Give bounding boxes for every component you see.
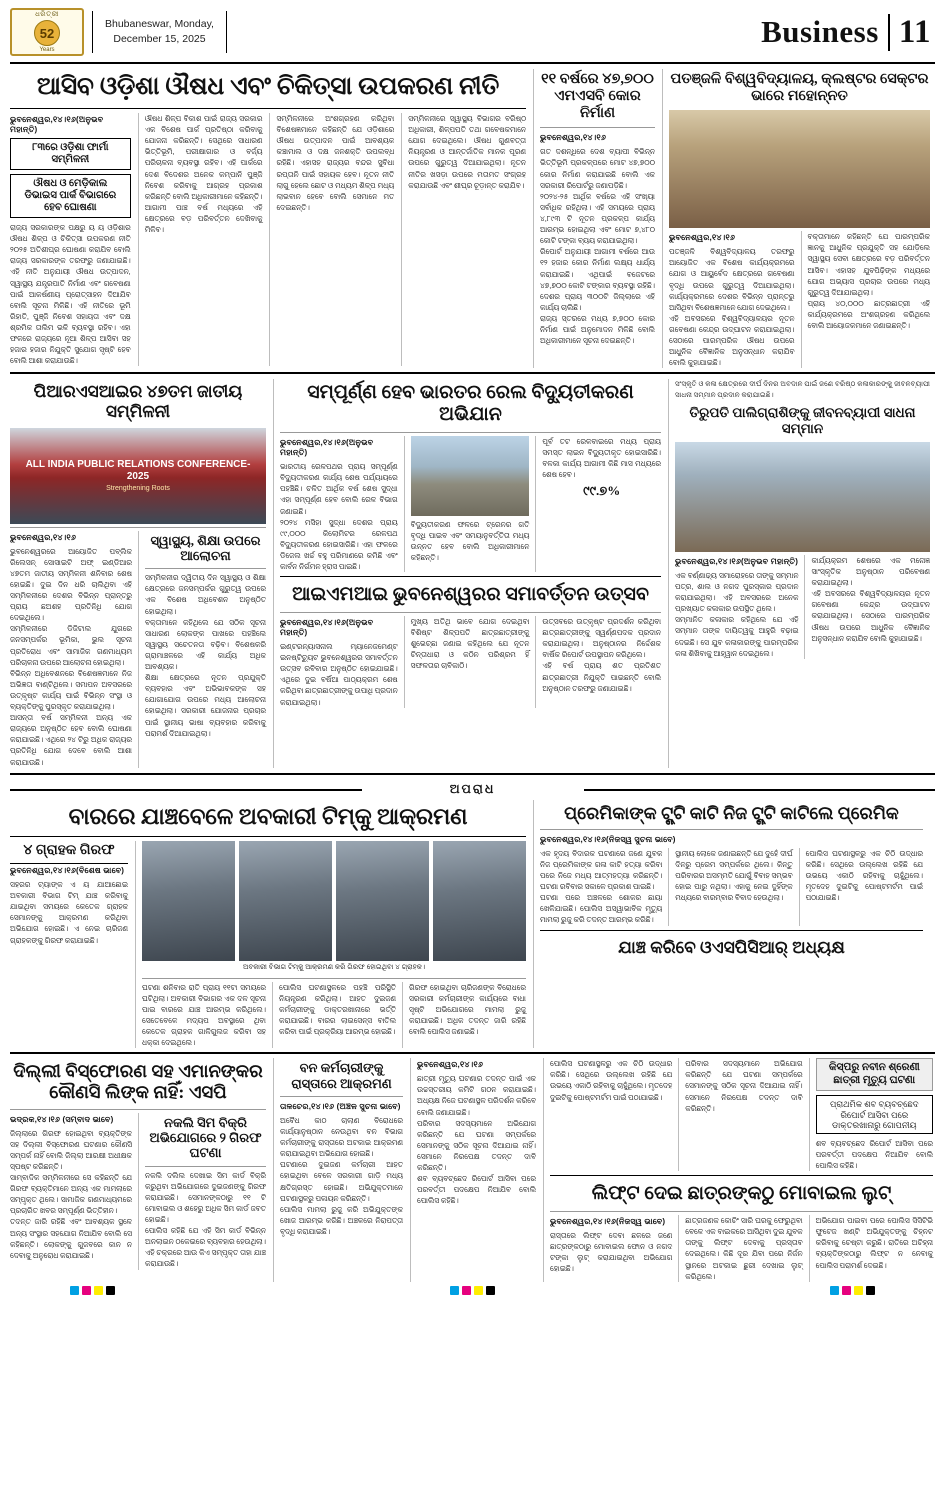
lover-c1: ଏକ ହୃଦୟ ବିଦାରକ ଘଟଣାରେ ଜଣେ ଯୁବକ ନିଜ ପ୍ରେମିକାଙ୍କ ଗଳା କାଟି ହତ୍ୟା କରିବା ପରେ ନିଜେ ମଧ୍ୟ ଆତ୍ମହତ୍ୟା କରିଛନ୍ତି। ଘଟଣା ରବିବାର ସକାଳେ ପ୍ରକାଶ ପାଇଛି। [540,848,663,892]
accused-photo-4 [433,841,526,961]
tirupati-byline: ଭୁବନେଶ୍ୱର,୧୪।୧୬(ଅନୁଭବ ମହାନ୍ତି) [675,556,799,566]
registration-marks [10,1286,935,1295]
msb-p1: ଗତ ଦଶନ୍ଧିରେ ଦେଶ ବ୍ୟାପୀ ବିଭିନ୍ନ ଭିତ୍ତିଭୂମି ପ୍ରକଳ୍ପରେ ମୋଟ ୪୭,୭୦୦ କୋର ନିର୍ମାଣ କରାଯାଇଛି ବୋଲି ଏକ ସରକାରୀ ରିପୋର୍ଟରୁ ଜଣାପଡ଼ିଛି। [540,147,655,190]
lift-p2: ଛାତ୍ରଜଣକ କୋଚିଂ ସାରି ଘରକୁ ଫେରୁଥିବା ବେଳେ ଏକ ବାଇକରେ ଆସିଥିବା ଦୁଇ ଯୁବକ ତାଙ୍କୁ ଲିଫ୍ଟ ଦେବାକୁ ପ୍ରସ୍ତାବ ଦେଇଥିଲେ। କିଛି ଦୂର ଯିବା ପରେ ନିର୍ଜନ ସ୍ଥାନରେ ଅଟକାଇ ଛୁରୀ ଦେଖାଇ ଲୁଟ୍ କରିଥିଲେ। [685,1216,803,1281]
pr-headline: ପିଆରଏସଆଇର ୪୭ତମ ଜାତୀୟ ସମ୍ମିଳନୀ [33,382,243,421]
delhi-p3: ତଦନ୍ତ ଜାରି ରହିଛି ଏବଂ ଆବଶ୍ୟକ ସ୍ଥଳେ ଅନ୍ୟ ସଂସ୍ଥାର ସହଯୋଗ ନିଆଯିବ ବୋଲି ସେ କହିଛନ୍ତି। ଲୋକଙ୍କୁ ଗୁଜବରେ କାନ ନ ଦେବାକୁ ଅନୁରୋଧ କରାଯାଇଛି। [10,1217,132,1260]
accused-photo-2 [239,841,332,961]
reg-mark-left [70,1286,115,1295]
logo-name: ଧରିତ୍ରୀ [35,11,59,18]
lift-p1: ରାସ୍ତାରେ ଲିଫ୍ଟ ଦେବା ଛଳରେ ଜଣେ ଛାତ୍ରଙ୍କଠାରୁ ମୋବାଇଲ ଫୋନ ଓ ନଗଦ ଟଙ୍କା ଲୁଟ୍ କରାଯାଇଥିବା ଅଭିଯୋଗ ହୋଇଛି। [550,1231,673,1274]
lover-byline: ଭୁବନେଶ୍ୱର,୧୪।୧୬(ନିଜସ୍ୱ ସୁଚନା ଭାବେ) [540,834,676,844]
tirupati-p3: ସମ୍ମାନିତ କଳାକାର କହିଥିଲେ ଯେ ଏହି ସମ୍ମାନ ତାଙ୍କ ଦାୟିତ୍ୱକୁ ଆହୁରି ବଢ଼ାଇ ଦେଇଛି। ସେ ଯୁବ କଳାକାରଙ୍କୁ ପାରମ୍ପରିକ କଳା ଶିଖିବାକୁ ଆହ୍ୱାନ ଦେଇଥିଲେ। [675,615,799,658]
masthead [10,6,935,64]
dateline [92,11,227,53]
forest-byline: ତାଳଚେର,୧୪।୧୬ (ଅଞ୍ଚଳ ସୁଚନା ଭାବେ) [280,1101,401,1111]
logo-years-label: Years [39,47,55,53]
msb-p3: ରିପୋର୍ଟ ଅନୁଯାୟୀ ଆଗାମୀ ବର୍ଷରେ ଆଉ ୧୨ ହଜାର କୋର ନିର୍ମାଣ ଲକ୍ଷ୍ୟ ଧାର୍ଯ୍ୟ କରାଯାଇଛି। ଏଥିପାଇଁ ବଜେଟରେ ୪୭,୭୦୦ କୋଟି ଟଙ୍କାର ବ୍ୟବସ୍ଥା ରହିଛି। ଦେଶର ପ୍ରାୟ ୩୦୦ଟି ଜିଲ୍ଲାରେ ଏହି କାର୍ଯ୍ୟ ଚାଲିଛି। [540,247,655,312]
tirupati-p4: କାର୍ଯ୍ୟକ୍ରମ ଶେଷରେ ଏକ ମନୋଜ୍ଞ ସାଂସ୍କୃତିକ ଅନୁଷ୍ଠାନ ପରିବେଷଣ କରାଯାଇଥିଲା। [811,555,930,588]
health-edu-p3: ଶିକ୍ଷା କ୍ଷେତ୍ରରେ ନୂତନ ପ୍ରଯୁକ୍ତି ବ୍ୟବହାର ଏବଂ ଅଭିଭାବକଙ୍କ ସହ ଯୋଗାଯୋଗ ଉପରେ ମଧ୍ୟ ଆଲୋଚନା ହୋଇଥିଲା। ସରକାରୀ ଯୋଜନାର ପ୍ରଚାର ପାଇଁ ସ୍ଥାନୀୟ ଭାଷା ବ୍ୟବହାର କରିବାକୁ ପରାମର୍ଶ ଦିଆଯାଇଥିଲା। [145,673,266,738]
pr-p2: ସମ୍ମିଳନୀରେ ଡିଜିଟାଲ ଯୁଗରେ ଜନସମ୍ପର୍କର ଭୂମିକା, ଭୁଲ ସୂଚନା ପ୍ରତିରୋଧ ଏବଂ ସାମାଜିକ ଗଣମାଧ୍ୟମ ପରିଚାଳନା ଉପରେ ଆଲୋଚନା ହୋଇଥିଲା। [10,624,132,667]
lover-headline: ପ୍ରେମିକାଙ୍କ ଟ୍ଣ୍ଟି କାଟି ନିଜ ଟ୍ଣ୍ଟି କାଟିଲେ ପ୍ରେମିକ [564,802,899,823]
pr-p4: ଆସନ୍ତା ବର୍ଷ ସମ୍ମିଳନୀ ଅନ୍ୟ ଏକ ରାଜ୍ୟରେ ଅନୁଷ୍ଠିତ ହେବ ବୋଲି ଘୋଷଣା କରାଯାଇଛି। ଏଥିରେ ୨୪ ଟିରୁ ଅଧିକ ରାଜ୍ୟର ପ୍ରତିନିଧି ଯୋଗ ଦେବେ ବୋଲି ଆଶା କରାଯାଉଛି। [10,713,132,767]
osspca-headline: ଯାଞ୍ଚ କରିବେ ଓଏସପିସିଆର୍ ଅଧ୍ୟକ୍ଷ [618,937,845,957]
bar-attack-byline: ଭୁବନେଶ୍ୱର,୧୪।୧୬(ବିଶେଷ ଭାବେ) [10,865,125,875]
reg-mark-right [830,1286,875,1295]
osspca-byline: ଭୁବନେଶ୍ୱର,୧୪।୧୬ [417,1060,484,1070]
osspca-p1: ଛାତ୍ରୀ ମୃତ୍ୟୁ ଘଟଣାର ତଦନ୍ତ ପାଇଁ ଏକ ଉଚ୍ଚସ୍ତରୀୟ କମିଟି ଗଠନ କରାଯାଇଛି। ଅଧ୍ୟକ୍ଷ ନିଜେ ଘଟଣାସ୍ଥଳ ପରିଦର୍ଶନ କରିବେ ବୋଲି ଜଣାଯାଇଛି। [417,1074,536,1117]
rail-p4: ପୂର୍ବ ତଟ ରେଳବାଇରେ ମଧ୍ୟ ପ୍ରାୟ ସମସ୍ତ ଲାଇନ ବିଦ୍ୟୁତୀକୃତ ହୋଇସାରିଛି। ବଳକା କାର୍ଯ୍ୟ ଆଗାମୀ କିଛି ମାସ ମଧ୍ୟରେ ଶେଷ ହେବ। [542,437,662,480]
rail-p2: ୨୦୨୪ ମସିହା ସୁଦ୍ଧା ଦେଶର ପ୍ରାୟ ୯୯,୦୦୦ କିଲୋମିଟର ରେଳପଥ ବିଦ୍ୟୁତୀକରଣ ହୋଇସାରିଛି। ଏହା ଫଳରେ ଡିଜେଲ ଖର୍ଚ୍ଚ ବହୁ ପରିମାଣରେ କମିଛି ଏବଂ କାର୍ବନ ନିର୍ଗମନ ହ୍ରାସ ପାଇଛି। [280,517,398,572]
pr-byline: ଭୁବନେଶ୍ୱର,୧୪।୧୬ [10,532,77,542]
logo-years-circle: 52 [34,20,60,46]
imi-p2: ମୁଖ୍ୟ ଅତିଥି ଭାବେ ଯୋଗ ଦେଇଥିବା ବିଶିଷ୍ଟ ଶିଳ୍ପପତି ଛାତ୍ରଛାତ୍ରୀଙ୍କୁ ଶୁଭେଚ୍ଛା ଜଣାଇ କହିଥିଲେ ଯେ ନୂତନ ଚିନ୍ତାଧାରା ଓ କଠିନ ପରିଶ୍ରମ ହିଁ ସଫଳତାର ଚାବିକାଠି। [410,617,530,671]
lead-col-4: ସମ୍ମିଳନୀରେ ସ୍ୱାସ୍ଥ୍ୟ ବିଭାଗର ବରିଷ୍ଠ ଅଧିକାରୀ, ଶିଳ୍ପପତି ତଥା ଗବେଷକମାନେ ଯୋଗ ଦେଇଥିଲେ। ଔଷଧ ଗୁଣବତ୍ତା ନିୟନ୍ତ୍ରଣ ଓ ଆନ୍ତର୍ଜାତିକ ମାନକ ପୂରଣ ଉପରେ ଗୁରୁତ୍ୱ ଦିଆଯାଇଥିଲା। ନୂତନ ନୀତିର ଖସଡ଼ା ଉପରେ ମତାମତ ସଂଗ୍ରହ କରାଯାଉଛି ଏବଂ ଶୀଘ୍ର ଚୂଡ଼ାନ୍ତ କରାଯିବ। [408,114,527,190]
imi-p4: ଏହି ବର୍ଷ ପ୍ରାୟ ଶତ ପ୍ରତିଶତ ଛାତ୍ରଛାତ୍ରୀ ନିଯୁକ୍ତି ପାଇଛନ୍ତି ବୋଲି ଅନୁଷ୍ଠାନ ତରଫରୁ ଜଣାଯାଇଛି। [542,661,662,693]
lead-bullet-2: ଔଷଧ ଓ ମେଡ଼ିକାଲ ଡିଭାଇସ ପାର୍କ ବିଭାଗରେ ହେବ ଘୋଷଣା [24,178,117,213]
delhi-byline: ଭଦ୍ରକ,୧୪।୧୬ (ସମ୍ବାଦ ଭାବେ) [10,1114,114,1124]
health-edu-p2: ବକ୍ତାମାନେ କହିଥିଲେ ଯେ ସଠିକ ସୂଚନା ସାଧାରଣ ଲୋକଙ୍କ ପାଖରେ ପହଞ୍ଚିଲେ ସ୍ୱାସ୍ଥ୍ୟ ସଚେତନତା ବଢ଼ିବ। ବିଶେଷକରି ଗ୍ରାମାଞ୍ଚଳରେ ଏହି କାର୍ଯ୍ୟ ଅଧିକ ଆବଶ୍ୟକ। [145,617,266,672]
delhi-p1: ଜିଲ୍ଲାରେ ଗିରଫ ହୋଇଥିବା ବ୍ୟକ୍ତିଙ୍କ ସହ ଦିଲ୍ଲୀ ବିସ୍ଫୋରଣ ଘଟଣାର କୌଣସି ସମ୍ପର୍କ ନାହିଁ ବୋଲି ଜିଲ୍ଲା ଆରକ୍ଷୀ ଅଧୀକ୍ଷକ ସ୍ପଷ୍ଟ କରିଛନ୍ତି। [10,1128,132,1171]
page-number: 11 [888,14,931,51]
section-name: Business [761,13,879,49]
rail-p3: ବିଦ୍ୟୁତୀକରଣ ଫଳରେ ଟ୍ରେନର ଗତି ବୃଦ୍ଧି ପାଇବ ଏବଂ ସମୟାନୁବର୍ତ୍ତିତା ମଧ୍ୟ ଉନ୍ନତ ହେବ ବୋଲି ଅଧିକାରୀମାନେ କହିଛନ୍ତି। [410,520,530,563]
patanjali-photo [669,110,930,228]
delhi-headline: ଦିଲ୍ଲୀ ବିସ୍ଫୋରଣ ସହ ଏମାନଙ୍କର କୌଣସି ଲିଙ୍କ ନାହିଁ: ଏସପି [13,1061,263,1102]
osspca-side-p2: ପରିବାର ସଦସ୍ୟମାନେ ଅଭିଯୋଗ କରିଛନ୍ତି ଯେ ଘଟଣା ସମ୍ପର୍କରେ ସେମାନଙ୍କୁ ସଠିକ ସୂଚନା ଦିଆଯାଇ ନାହିଁ। ସେମାନେ ନିରପେକ୍ଷ ତଦନ୍ତ ଦାବି କରିଛନ୍ତି। [685,1059,803,1113]
bar-attack-subhead: ୪ ଗ୍ରାହକ ଗିରଫ [10,841,128,864]
imi-byline: ଭୁବନେଶ୍ୱର,୧୪।୧୬(ଅନୁଭବ ମହାନ୍ତି) [280,618,374,638]
rail-byline: ଭୁବନେଶ୍ୱର,୧୪।୧୬(ଅନୁଭବ ମହାନ୍ତି) [280,438,374,458]
health-edu-headline: ସ୍ୱାସ୍ଥ୍ୟ, ଶିକ୍ଷା ଉପରେ ଆଲୋଚନା [150,532,261,563]
osspca-side-p1: ପୋଲିସ ଘଟଣାସ୍ଥଳରୁ ଏକ ଚିଠି ଉଦ୍ଧାର କରିଛି। ସେଥିରେ ଉଲ୍ଲେଖ ରହିଛି ଯେ ଉଭୟେ ଏକାଠି ରହିବାକୁ ଚାହୁଁଥିଲେ। ମୃତଦେହ ଦୁଇଟିକୁ ପୋଷ୍ଟମର୍ଟମ ପାଇଁ ପଠାଯାଇଛି। [550,1059,673,1102]
rail-p1: ଭାରତୀୟ ରେଳପଥର ପ୍ରାୟ ସମ୍ପୂର୍ଣ୍ଣ ବିଦ୍ୟୁତୀକରଣ କାର୍ଯ୍ୟ ଶେଷ ପର୍ଯ୍ୟାୟରେ ପହଞ୍ଚିଛି। ଚଳିତ ଆର୍ଥିକ ବର୍ଷ ଶେଷ ସୁଦ୍ଧା ଏହା ସମ୍ପୂର୍ଣ୍ଣ ହେବ ବୋଲି ରେଳ ବିଭାଗ ଜଣାଇଛି। [280,462,398,516]
health-edu-p1: ସମ୍ମିଳନୀର ଦ୍ୱିତୀୟ ଦିନ ସ୍ୱାସ୍ଥ୍ୟ ଓ ଶିକ୍ଷା କ୍ଷେତ୍ରରେ ଜନସମ୍ପର୍କର ଗୁରୁତ୍ୱ ଉପରେ ଏକ ବିଶେଷ ଅଧିବେଶନ ଅନୁଷ୍ଠିତ ହୋଇଥିଲା। [145,573,266,616]
crime-section-band [10,780,935,798]
lover-c2: ସ୍ଥାନୀୟ ଲୋକେ ଜଣାଇଛନ୍ତି ଯେ ଦୁହେଁ ଦୀର୍ଘ ଦିନରୁ ପ୍ରେମ ସମ୍ପର୍କରେ ଥିଲେ। କିନ୍ତୁ ପରିବାରର ଅସମ୍ମତି ଯୋଗୁଁ ବିବାହ ସମ୍ଭବ ହୋଇ ପାରୁ ନଥିଲା। ଏହାକୁ ନେଇ ଦୁହିଁଙ୍କ ମଧ୍ୟରେ ବାରମ୍ବାର ବିବାଦ ହେଉଥିଲା। [675,848,793,903]
lift-p3: ଅଭିଯୋଗ ପାଇବା ପରେ ପୋଲିସ ସିସିଟିଭି ଫୁଟେଜ ଖଣ୍ଟି ଅଭିଯୁକ୍ତଙ୍କୁ ଚିହ୍ନଟ କରିବାକୁ ଚେଷ୍ଟା କରୁଛି। ରାତିରେ ଅଚିହ୍ନା ବ୍ୟକ୍ତିଙ୍କଠାରୁ ଲିଫ୍ଟ ନ ନେବାକୁ ପୋଲିସ ପରାମର୍ଶ ଦେଇଛି। [815,1216,933,1270]
crime-section-label: ଅପରାଧ [438,782,508,796]
osspca-p3: ଶବ ବ୍ୟବଚ୍ଛେଦ ରିପୋର୍ଟ ଆସିବା ପରେ ପରବର୍ତ୍ତୀ ପଦକ୍ଷେପ ନିଆଯିବ ବୋଲି ପୋଲିସ କହିଛି। [417,1174,536,1206]
msb-p2: ୨୦୨୪-୨୫ ଆର୍ଥିକ ବର୍ଷରେ ଏହି ସଂଖ୍ୟା ସର୍ବାଧିକ ରହିଥିଲା। ଏହି ସମୟରେ ପ୍ରାୟ ୪,୮୯୩ ଟି ନୂତନ ପ୍ରକଳ୍ପ କାର୍ଯ୍ୟ ଆରମ୍ଭ ହୋଇଥିଲା ଏବଂ ମୋଟ ୭,୪୮୦ କୋଟି ଟଙ୍କା ବ୍ୟୟ କରାଯାଇଥିଲା। [540,191,655,246]
dateline-place: Bhubaneswar, Monday, [105,17,214,30]
bar-attack-c1: ସହରର ଟ୍ୟାଙ୍କ ଏ ୟ ଯାଆଛୋଇ ଅବକାରୀ ବିଭାଗ ଟିମ୍ ଯାଞ୍ଚ କରିବାକୁ ଯାଇଥିବା ସମୟରେ କେତେକ ଗ୍ରାହକ ସେମାନଙ୍କୁ ଆକ୍ରମଣ କରିଥିବା ଅଭିଯୋଗ ହୋଇଛି। ଏ ନେଇ ଚାରିଜଣ ଗ୍ରାହକଙ୍କୁ ଗିରଫ କରାଯାଇଛି। [10,879,128,945]
lead-col-3: ସମ୍ମିଳନୀରେ ଅଂଶଗ୍ରହଣ କରିଥିବା ବିଶେଷଜ୍ଞମାନେ କହିଛନ୍ତି ଯେ ଓଡ଼ିଶାରେ ଔଷଧ ଉତ୍ପାଦନ ପାଇଁ ଆବଶ୍ୟକ କଞ୍ଚାମାଲ ଓ ଦକ୍ଷ ଜନଶକ୍ତି ଉପଲବ୍ଧ ରହିଛି। ଏହାସହ ରାଜ୍ୟର ବନ୍ଦର ସୁବିଧା ରପ୍ତାନି ପାଇଁ ସହାୟକ ହେବ। ନୂତନ ନୀତି ଲାଗୁ ହେଲେ ଛୋଟ ଓ ମଧ୍ୟମ ଶିଳ୍ପ ମଧ୍ୟ ଲାଭବାନ ହେବେ ବୋଲି ସେମାନେ ମତ ଦେଇଛନ୍ତି। [276,114,395,212]
osspca-box-headline: କିସ୍ପରୁ ନବୀନ ଶ୍ରେଣୀ ଛାତ୍ରୀ ମୃତ୍ୟୁ ଘଟଣା [828,1062,920,1086]
msb-p4: ରାଜ୍ୟ ସ୍ତରରେ ମଧ୍ୟ ୭,୭୦୦ କୋର ନିର୍ମାଣ ପାଇଁ ଅନୁମୋଦନ ମିଳିଛି ବୋଲି ଅଧିକାରୀମାନେ ସୂଚନା ଦେଇଛନ୍ତି। [540,313,655,346]
osspca-box-sub: ପ୍ରାଥମିକ ଶବ ବ୍ୟବଚ୍ଛେଦ ରିପୋର୍ଟ ଆସିବା ପରେ ଡାକ୍ତରଖାନାରୁ ଗୋପନୀୟ [830,1099,919,1130]
bar-attack-c2: ଘଟଣା ଶନିବାର ରାତି ପ୍ରାୟ ୧୧ଟା ସମୟରେ ଘଟିଥିଲା। ଅବକାରୀ ବିଭାଗର ଏକ ଦଳ ସୂଚନା ପାଇ ବାରରେ ଯାଞ୍ଚ ଆରମ୍ଭ କରିଥିଲେ। ସେତେବେଳେ ମଦ୍ୟପ ଅବସ୍ଥାରେ ଥିବା କେତେକ ଗ୍ରାହକ ଗାଳିଗୁଲଜ କରିବା ସହ ଧକ୍କା ଦେଇଥିଲେ। [142,982,266,1048]
bar-attack-c3: ପୋଲିସ ଘଟଣାସ୍ଥଳରେ ପହଞ୍ଚି ପରିସ୍ଥିତି ନିୟନ୍ତ୍ରଣ କରିଥିଲା। ଆହତ ଦୁଇଜଣ କର୍ମଚାରୀଙ୍କୁ ଡାକ୍ତରଖାନାରେ ଭର୍ତ୍ତି କରାଯାଇଛି। ବାରର ଲାଇସେନ୍ସ ବାତିଲ କରିବା ପାଇଁ ପ୍ରକ୍ରିୟା ଆରମ୍ଭ ହୋଇଛି। [279,982,396,1036]
msb-headline: ୧୧ ବର୍ଷରେ ୪୭,୭୦୦ ଏମଏସବି କୋର ନିର୍ମାଣ [541,71,654,122]
patanjali-byline: ଭୁବନେଶ୍ୱର,୧୪।୧୬ [669,233,736,243]
imi-p1: ଇଣ୍ଟରନ୍ୟାସନାଲ ମ୍ୟାନେଜମେଣ୍ଟ ଇନଷ୍ଟିଚ୍ୟୁଟ ଭୁବନେଶ୍ୱରର ସମାବର୍ତ୍ତନ ଉତ୍ସବ ରବିବାର ଅନୁଷ୍ଠିତ ହୋଇଯାଇଛି। ଏଥିରେ ଦୁଇ ବର୍ଷିଆ ପାଠ୍ୟକ୍ରମ ଶେଷ କରିଥିବା ଛାତ୍ରଛାତ୍ରୀଙ୍କୁ ଉପାଧି ପ୍ରଦାନ କରାଯାଇଥିଲା। [280,642,398,707]
lead-byline: ଭୁବନେଶ୍ୱର,୧୪।୧୬(ଅନୁଭବ ମହାନ୍ତି) [10,115,104,134]
sim-p2: ପୋଲିସ କହିଛି ଯେ ଏହି ସିମ କାର୍ଡ ବିଭିନ୍ନ ଅନଲାଇନ ଠକେଇରେ ବ୍ୟବହାର ହେଉଥିଲା। ଏହି ଚକ୍ରରେ ଆଉ କିଏ ସମ୍ପୃକ୍ତ ତାହା ଯାଞ୍ଚ କରାଯାଉଛି। [145,1226,266,1269]
forest-p1: ଅବୈଧ କାଠ ଚାଲାଣ ବିରୋଧରେ କାର୍ଯ୍ୟାନୁଷ୍ଠାନ ନେଉଥିବା ବନ ବିଭାଗ କର୍ମଚାରୀଙ୍କୁ ରାସ୍ତାରେ ଅଟକାଇ ଆକ୍ରମଣ କରାଯାଇଥିବା ଅଭିଯୋଗ ହୋଇଛି। [280,1115,403,1159]
patanjali-p3: ବକ୍ତାମାନେ କହିଛନ୍ତି ଯେ ପାରମ୍ପରିକ ଜ୍ଞାନକୁ ଆଧୁନିକ ପ୍ରଯୁକ୍ତି ସହ ଯୋଡ଼ିଲେ ସ୍ୱାସ୍ଥ୍ୟ ସେବା କ୍ଷେତ୍ରରେ ବଡ଼ ପରିବର୍ତ୍ତନ ଆସିବ। ଏହାସହ ଯୁବପିଢ଼ିଙ୍କ ମଧ୍ୟରେ ଯୋଗ ଅଭ୍ୟାସ ପ୍ରଚାର ଉପରେ ମଧ୍ୟ ଗୁରୁତ୍ୱ ଦିଆଯାଇଥିଲା। [807,232,930,297]
pr-p1: ଭୁବନେଶ୍ୱରରେ ଆୟୋଜିତ ପବ୍ଲିକ ରିଲେସନ୍ ସୋସାଇଟି ଅଫ୍ ଇଣ୍ଡିଆର ୪୭ତମ ଜାତୀୟ ସମ୍ମିଳନୀ ଶନିବାର ଶେଷ ହୋଇଛି। ଦୁଇ ଦିନ ଧରି ଚାଲିଥିବା ଏହି ସମ୍ମିଳନୀରେ ଦେଶର ବିଭିନ୍ନ ପ୍ରାନ୍ତରୁ ପ୍ରାୟ ଛଅଶହ ପ୍ରତିନିଧି ଯୋଗ ଦେଇଥିଲେ। [10,546,132,623]
lover-c1b: ଘଟଣା ପରେ ଅଞ୍ଚଳରେ ଶୋକର ଛାୟା ଖେଳିଯାଇଛି। ପୋଲିସ ଅସ୍ୱାଭାବିକ ମୃତ୍ୟୁ ମାମଲା ରୁଜୁ କରି ତଦନ୍ତ ଆରମ୍ଭ କରିଛି। [540,893,663,925]
pr-photo-subbanner: Strengthening Roots [106,485,170,493]
lover-c3: ପୋଲିସ ଘଟଣାସ୍ଥଳରୁ ଏକ ଚିଠି ଉଦ୍ଧାର କରିଛି। ସେଥିରେ ଉଲ୍ଲେଖ ରହିଛି ଯେ ଉଭୟେ ଏକାଠି ରହିବାକୁ ଚାହୁଁଥିଲେ। ମୃତଦେହ ଦୁଇଟିକୁ ପୋଷ୍ଟମର୍ଟମ ପାଇଁ ପଠାଯାଇଛି। [805,848,923,903]
bar-attack-c4: ଗିରଫ ହୋଇଥିବା ଚାରିଜଣଙ୍କ ବିରୋଧରେ ସରକାରୀ କର୍ମଚାରୀଙ୍କ କାର୍ଯ୍ୟରେ ବାଧା ସୃଷ୍ଟି ଅଭିଯୋଗରେ ମାମଲା ରୁଜୁ କରାଯାଇଛି। ଅଧିକ ତଦନ୍ତ ଜାରି ରହିଛି ବୋଲି ପୋଲିସ ଜଣାଇଛି। [409,982,526,1036]
lead-col-1: ରାଜ୍ୟ ସରକାରଙ୍କ ପକ୍ଷରୁ ୟ ୟ ଓଡ଼ିଶାର ଔଷଧ ଶିଳ୍ପ ଓ ଚିକିତ୍ସା ଉପକରଣ ନୀତି ୨୦୨୫ ଅତିଶୀଘ୍ର ଘୋଷଣା କରାଯିବ ବୋଲି ରାଜ୍ୟ ସରକାରଙ୍କ ତରଫରୁ ଜଣାଯାଇଛି। ଏହି ନୀତି ଅନୁଯାୟୀ ଔଷଧ ଉତ୍ପାଦନ, ସ୍ୱାସ୍ଥ୍ୟ ଯନ୍ତ୍ରପାତି ନିର୍ମାଣ ଏବଂ ଗବେଷଣା ପାଇଁ ଆକର୍ଷଣୀୟ ପ୍ରୋତ୍ସାହନ ଦିଆଯିବ ବୋଲି ସୂଚନା ମିଳିଛି। ଏହି ନୀତିରେ ଭୂମି ରିହାତି, ପୁଞ୍ଜି ନିବେଶ ସହାୟତା ଏବଂ ଦକ୍ଷ ଶ୍ରମିକ ତାଲିମ ଭଳି ବ୍ୟବସ୍ଥା ରହିବ। ଏହା ଫଳରେ ରାଜ୍ୟରେ ନୂଆ ଶିଳ୍ପ ଆସିବା ସହ ହଜାର ହଜାର ନିଯୁକ୍ତି ସୁଯୋଗ ସୃଷ୍ଟି ହେବ ବୋଲି ଆଶା କରାଯାଉଛି। [10,223,131,366]
tirupati-photo [675,442,930,552]
tirupati-headline: ତିରୁପତି ପାଲିଗ୍ରାଶିଙ୍କୁ ଜୀବନବ୍ୟାପୀ ସାଧନା ସମ୍ମାନ [689,405,916,436]
lift-headline: ଲିଫ୍ଟ ଦେଇ ଛାତ୍ରଙ୍କଠୁ ମୋବାଇଲ ଲୁଟ୍ [591,1183,892,1205]
forest-p3: ପୋଲିସ ମାମଲା ରୁଜୁ କରି ଅଭିଯୁକ୍ତଙ୍କ ଖୋଜ ଆରମ୍ଭ କରିଛି। ଅଞ୍ଚଳରେ ନିରାପତ୍ତା ବୃଦ୍ଧି କରାଯାଇଛି। [280,1204,403,1236]
forest-headline: ବନ କର୍ମଚାରୀଙ୍କୁ ରାସ୍ତାରେ ଆକ୍ରମଣ [291,1060,392,1091]
lift-byline: ଭୁବନେଶ୍ୱର,୧୪।୧୬(ନିଜସ୍ୱ ଭାବେ) [550,1217,666,1227]
delhi-p2: ସାମ୍ବାଦିକ ସମ୍ମିଳନୀରେ ସେ କହିଛନ୍ତି ଯେ ଗିରଫ ବ୍ୟକ୍ତିମାନେ ଅନ୍ୟ ଏକ ମାମଲାରେ ସମ୍ପୃକ୍ତ ଥିଲେ। ସାମାଜିକ ଗଣମାଧ୍ୟମରେ ପ୍ରଚାରିତ ଖବର ସମ୍ପୂର୍ଣ୍ଣ ଭିତ୍ତିହୀନ। [10,1173,132,1216]
rail-photo [411,436,530,516]
tirupati-p2: ଏକ ବର୍ଣ୍ଣାଢ୍ୟ ସମାରୋହରେ ତାଙ୍କୁ ସମ୍ମାନ ପତ୍ର, ଶାଲ ଓ ନଗଦ ପୁରସ୍କାର ପ୍ରଦାନ କରାଯାଇଥିଲା। ଏହି ଅବସରରେ ଅନେକ ପ୍ରଖ୍ୟାତ କଳାକାର ଉପସ୍ଥିତ ଥିଲେ। [675,570,799,614]
reg-mark-center [450,1286,495,1295]
patanjali-headline: ପତଞ୍ଜଳି ବିଶ୍ୱବିଦ୍ୟାଳୟ, କ୍ଲଷ୍ଟର ସେକ୍ଟର ଭାରେ ମହୋନ୍ନତ [670,71,929,105]
pr-p3: ବିଭିନ୍ନ ଅଧିବେଶନରେ ବିଶେଷଜ୍ଞମାନେ ନିଜ ଅଭିଜ୍ଞତା ବାଣ୍ଟିଥିଲେ। ସମାପନ ଅବସରରେ ଉତ୍କୃଷ୍ଟ କାର୍ଯ୍ୟ ପାଇଁ ବିଭିନ୍ନ ସଂସ୍ଥା ଓ ବ୍ୟକ୍ତିଙ୍କୁ ପୁରସ୍କୃତ କରାଯାଇଥିଲା। [10,668,132,712]
lead-bullet-1: ୮୩ରେ ଓଡ଼ିଶା ଫାର୍ମା ସମ୍ମିଳନୀ [32,142,109,165]
section-title [761,14,935,51]
imi-headline: ଆଇଏମଆଇ ଭୁବନେଶ୍ୱରର ସମାବର୍ତ୍ତନ ଉତ୍ସବ [292,584,649,606]
msb-byline: ଭୁବନେଶ୍ୱର,୧୪।୧୬ [540,133,607,143]
dateline-date: December 15, 2025 [113,33,206,45]
patanjali-p2: ଏହି ଅବସରରେ ବିଶ୍ୱବିଦ୍ୟାଳୟର ନୂତନ ଗବେଷଣା କେନ୍ଦ୍ର ଉଦ୍‌ଘାଟନ କରାଯାଇଥିଲା। ସେଠାରେ ପାରମ୍ପରିକ ଔଷଧ ଉପରେ ଆଧୁନିକ ବୈଜ୍ଞାନିକ ଅନୁସନ୍ଧାନ କରାଯିବ ବୋଲି କୁହାଯାଇଛି। [669,313,795,368]
pr-photo-banner: ALL INDIA PUBLIC RELATIONS CONFERENCE-2025 [25,459,251,483]
lead-col-2: ଔଷଧ ଶିଳ୍ପ ବିକାଶ ପାଇଁ ରାଜ୍ୟ ସରକାର ଏକ ବିଶେଷ ପାର୍କ ପ୍ରତିଷ୍ଠା କରିବାକୁ ଯୋଜନା କରିଛନ୍ତି। ସେଥିରେ ସାଧାରଣ ଭିତ୍ତିଭୂମି, ପରୀକ୍ଷାଗାର ଓ ବର୍ଜ୍ୟ ପରିଚାଳନା ବ୍ୟବସ୍ଥା ରହିବ। ଏହି ପାର୍କରେ ଦେଶ ବିଦେଶର ଅନେକ କମ୍ପାନି ପୁଞ୍ଜି ନିବେଶ କରିବାକୁ ଆଗ୍ରହ ପ୍ରକାଶ କରିଛନ୍ତି ବୋଲି ଅଧିକାରୀମାନେ କହିଛନ୍ତି। ଆଗାମୀ ପାଞ୍ଚ ବର୍ଷ ମଧ୍ୟରେ ଏହି କ୍ଷେତ୍ରରେ ବଡ଼ ପରିବର୍ତ୍ତନ ଦେଖିବାକୁ ମିଳିବ। [144,114,263,235]
patanjali-p1: ପତଞ୍ଜଳି ବିଶ୍ୱବିଦ୍ୟାଳୟ ତରଫରୁ ଆୟୋଜିତ ଏକ ବିଶେଷ କାର୍ଯ୍ୟକ୍ରମରେ ଯୋଗ ଓ ଆୟୁର୍ବେଦ କ୍ଷେତ୍ରରେ ଗବେଷଣା ବୃଦ୍ଧି ଉପରେ ଗୁରୁତ୍ୱ ଦିଆଯାଇଥିଲା। କାର୍ଯ୍ୟକ୍ରମରେ ଦେଶର ବିଭିନ୍ନ ପ୍ରାନ୍ତରୁ ଆସିଥିବା ବିଶେଷଜ୍ଞମାନେ ଯୋଗ ଦେଇଥିଲେ। [669,247,795,312]
lead-headline: ଆସିବ ଓଡ଼ିଶା ଔଷଧ ଏବଂ ଚିକିତ୍ସା ଉପକରଣ ନୀତି [36,73,500,100]
osspca-box-p: ଶବ ବ୍ୟବଚ୍ଛେଦ ରିପୋର୍ଟ ଆସିବା ପରେ ପରବର୍ତ୍ତୀ ପଦକ୍ଷେପ ନିଆଯିବ ବୋଲି ପୋଲିସ କହିଛି। [815,1138,933,1171]
sim-headline: ନକଲି ସିମ ବିକ୍ରି ଅଭିଯୋଗରେ ୨ ଗିରଫ ଘଟଣା [149,1114,262,1161]
osspca-p2: ପରିବାର ସଦସ୍ୟମାନେ ଅଭିଯୋଗ କରିଛନ୍ତି ଯେ ଘଟଣା ସମ୍ପର୍କରେ ସେମାନଙ୍କୁ ସଠିକ ସୂଚନା ଦିଆଯାଇ ନାହିଁ। ସେମାନେ ନିରପେକ୍ଷ ତଦନ୍ତ ଦାବି କରିଛନ୍ତି। [417,1118,536,1173]
accused-photo-3 [336,841,429,961]
bar-attack-headline: ବାରରେ ଯାଞ୍ଚବେଳେ ଅବକାରୀ ଟିମ୍‌କୁ ଆକ୍ରମଣ [68,803,468,829]
forest-p2: ଘଟଣାରେ ଦୁଇଜଣ କର୍ମଚାରୀ ଆହତ ହୋଇଥିବା ବେଳେ ସରକାରୀ ଗାଡ଼ି ମଧ୍ୟ କ୍ଷତିଗ୍ରସ୍ତ ହୋଇଛି। ଅଭିଯୁକ୍ତମାନେ ଘଟଣାସ୍ଥଳରୁ ପଳାୟନ କରିଛନ୍ତି। [280,1160,403,1203]
patanjali-p4: ପ୍ରାୟ ୪୦,୦୦୦ ଛାତ୍ରଛାତ୍ରୀ ଏହି କାର୍ଯ୍ୟକ୍ରମରେ ଅଂଶଗ୍ରହଣ କରିଥିଲେ ବୋଲି ଆୟୋଜକମାନେ ଜଣାଇଛନ୍ତି। [807,298,930,331]
publication-logo [10,8,84,56]
accused-photo-1 [142,841,235,961]
rail-headline: ସମ୍ପୂର୍ଣ୍ଣ ହେବ ଭାରତର ରେଲ ବିଦ୍ୟୁତୀକରଣ ଅଭିଯାନ [307,382,634,426]
tirupati-lead-note: ସଂସ୍କୃତି ଓ କଳା କ୍ଷେତ୍ରରେ ଦୀର୍ଘ ଦିନର ଅବଦାନ ପାଇଁ ଜଣେ ବରିଷ୍ଠ କଳାକାରଙ୍କୁ ଜୀବନବ୍ୟାପୀ ସାଧନା ସମ୍ମାନ ପ୍ରଦାନ କରାଯାଇଛି। [675,379,930,400]
imi-p3: ଉତ୍ସବରେ ଉତ୍କୃଷ୍ଟ ପ୍ରଦର୍ଶନ କରିଥିବା ଛାତ୍ରଛାତ୍ରୀଙ୍କୁ ସ୍ୱର୍ଣ୍ଣପଦକ ପ୍ରଦାନ କରାଯାଇଥିଲା। ଅନୁଷ୍ଠାନର ନିର୍ଦ୍ଦେଶକ ବାର୍ଷିକ ରିପୋର୍ଟ ଉପସ୍ଥାପନ କରିଥିଲେ। [542,617,662,660]
accused-photo-caption: ଅବକାରୀ ବିଭାଗ ଟିମ୍‌କୁ ଆକ୍ରମଣ କରି ଗିରଫ ହୋଇଥିବା ୪ ଗ୍ରାହକ। [242,964,426,972]
rail-stat: ୯୯.୭% [583,482,621,498]
tirupati-p5: ଏହି ଅବସରରେ ବିଶ୍ୱବିଦ୍ୟାଳୟର ନୂତନ ଗବେଷଣା କେନ୍ଦ୍ର ଉଦ୍‌ଘାଟନ କରାଯାଇଥିଲା। ସେଠାରେ ପାରମ୍ପରିକ ଔଷଧ ଉପରେ ଆଧୁନିକ ବୈଜ୍ଞାନିକ ଅନୁସନ୍ଧାନ କରାଯିବ ବୋଲି କୁହାଯାଇଛି। [811,589,930,643]
sim-p1: ନକଲି ଦଲିଲ ଦେଖାଇ ସିମ କାର୍ଡ ବିକ୍ରି କରୁଥିବା ଅଭିଯୋଗରେ ଦୁଇଜଣଙ୍କୁ ଗିରଫ କରାଯାଇଛି। ସେମାନଙ୍କଠାରୁ ୧୧ ଟି ମୋବାଇଲ ଓ ଶହେରୁ ଅଧିକ ସିମ କାର୍ଡ ଜବତ ହୋଇଛି। [145,1170,266,1224]
